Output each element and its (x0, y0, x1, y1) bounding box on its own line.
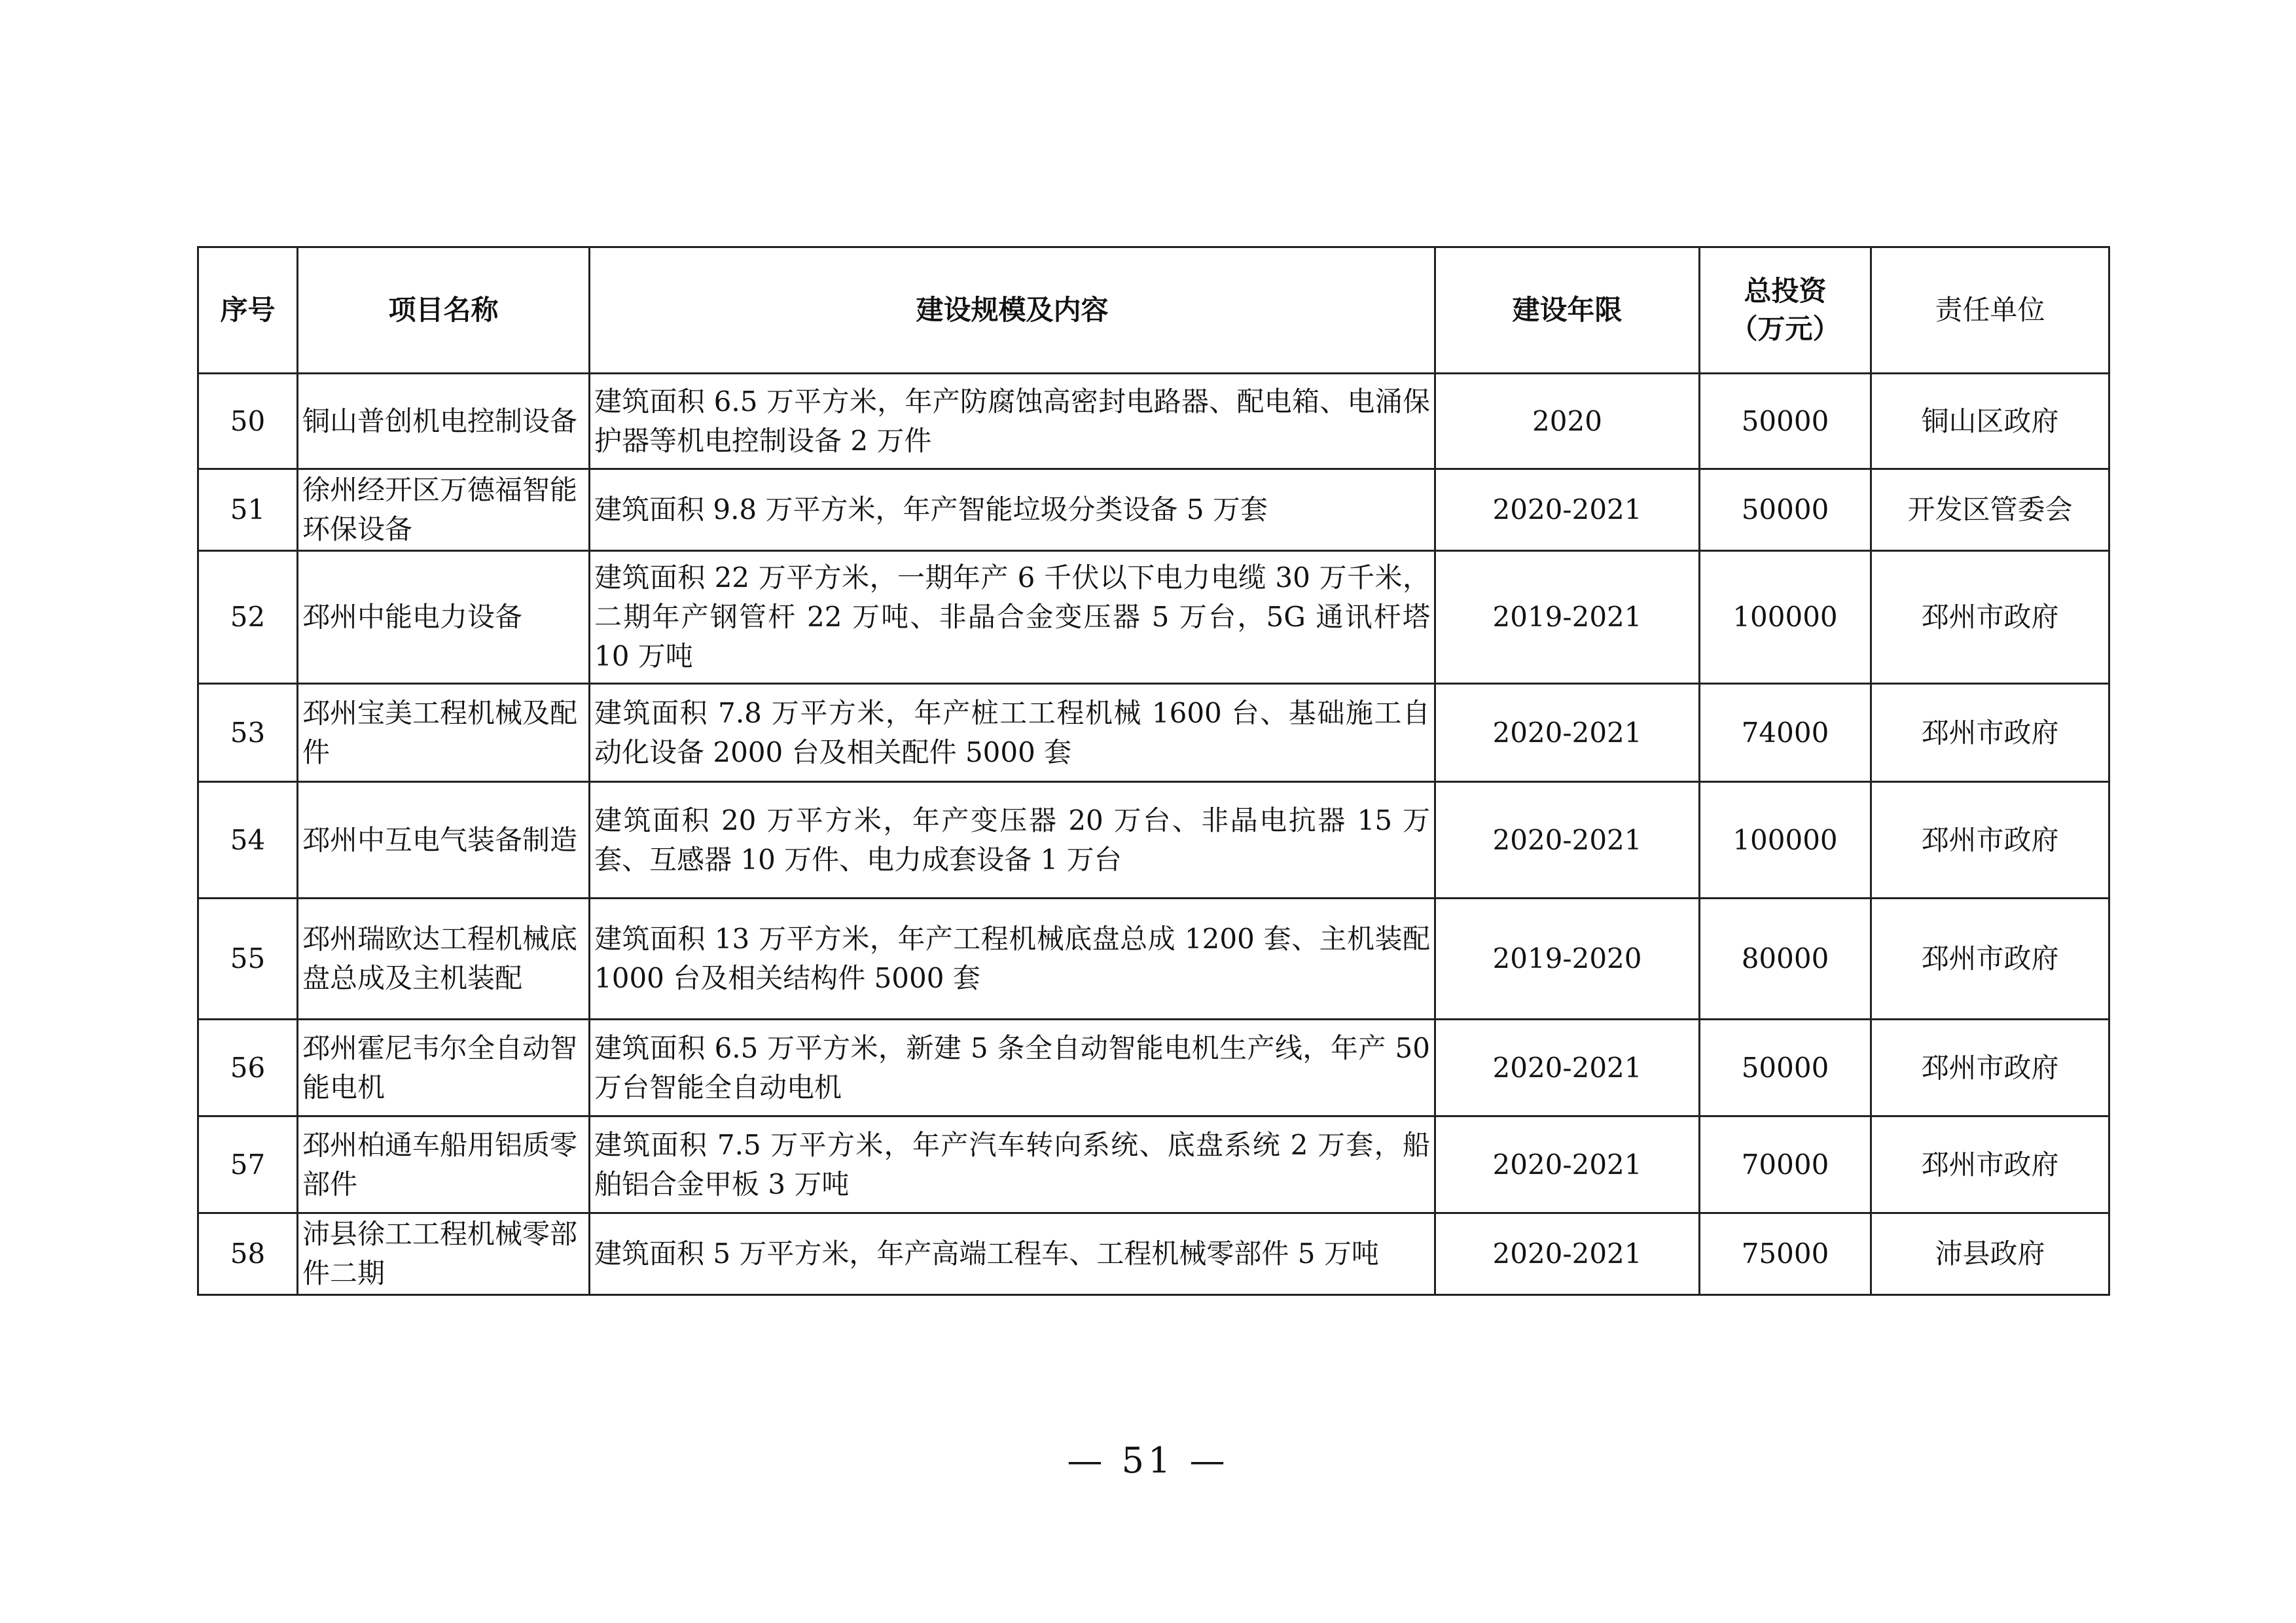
table-row (198, 782, 2109, 899)
table-row (198, 899, 2109, 1020)
row-content: 建筑面积 5 万平方米，年产高端工程车、工程机械零部件 5 万吨 (590, 1213, 1435, 1295)
row-unit: 邳州市政府 (1871, 899, 2109, 1020)
row-name: 铜山普创机电控制设备 (298, 374, 590, 469)
project-table (197, 246, 2110, 1296)
row-period: 2019-2021 (1435, 551, 1700, 684)
table-row (198, 374, 2109, 469)
row-period: 2020-2021 (1435, 1213, 1700, 1295)
row-investment: 100000 (1700, 782, 1871, 899)
row-index: 58 (198, 1213, 298, 1295)
row-content: 建筑面积 20 万平方米，年产变压器 20 万台、非晶电抗器 15 万套、互感器 10 万件、电力成套设备 1 万台 (590, 782, 1435, 899)
row-name: 邳州中能电力设备 (298, 551, 590, 684)
row-content: 建筑面积 6.5 万平方米，年产防腐蚀高密封电路器、配电箱、电涌保护器等机电控制设备 2 万件 (590, 374, 1435, 469)
row-unit: 邳州市政府 (1871, 1116, 2109, 1213)
row-investment: 70000 (1700, 1116, 1871, 1213)
row-period: 2020-2021 (1435, 1020, 1700, 1116)
row-name: 邳州中互电气装备制造 (298, 782, 590, 899)
row-unit: 邳州市政府 (1871, 1020, 2109, 1116)
row-content: 建筑面积 7.5 万平方米，年产汽车转向系统、底盘系统 2 万套，船舶铝合金甲板 3 万吨 (590, 1116, 1435, 1213)
row-content: 建筑面积 13 万平方米，年产工程机械底盘总成 1200 套、主机装配 1000 台及相关结构件 5000 套 (590, 899, 1435, 1020)
header-investment-line2: （万元） (1730, 313, 1840, 345)
row-content: 建筑面积 9.8 万平方米，年产智能垃圾分类设备 5 万套 (590, 469, 1435, 551)
table-row (198, 684, 2109, 782)
header-investment-line1: 总投资 (1744, 275, 1827, 307)
row-index: 50 (198, 374, 298, 469)
row-investment: 100000 (1700, 551, 1871, 684)
header-name: 项目名称 (298, 247, 590, 374)
row-investment: 74000 (1700, 684, 1871, 782)
row-index: 56 (198, 1020, 298, 1116)
table-row (198, 1213, 2109, 1295)
row-period: 2020-2021 (1435, 782, 1700, 899)
row-unit: 邳州市政府 (1871, 684, 2109, 782)
header-content: 建设规模及内容 (590, 247, 1435, 374)
table-row (198, 551, 2109, 684)
row-investment: 80000 (1700, 899, 1871, 1020)
row-investment: 50000 (1700, 374, 1871, 469)
row-name: 徐州经开区万德福智能环保设备 (298, 469, 590, 551)
row-unit: 开发区管委会 (1871, 469, 2109, 551)
table-row (198, 1116, 2109, 1213)
row-index: 57 (198, 1116, 298, 1213)
row-unit: 铜山区政府 (1871, 374, 2109, 469)
row-name: 邳州宝美工程机械及配件 (298, 684, 590, 782)
row-investment: 75000 (1700, 1213, 1871, 1295)
row-index: 55 (198, 899, 298, 1020)
row-investment: 50000 (1700, 1020, 1871, 1116)
row-name: 邳州瑞欧达工程机械底盘总成及主机装配 (298, 899, 590, 1020)
row-unit: 邳州市政府 (1871, 551, 2109, 684)
header-investment (1700, 247, 1871, 374)
row-index: 52 (198, 551, 298, 684)
row-period: 2019-2020 (1435, 899, 1700, 1020)
row-content: 建筑面积 7.8 万平方米，年产桩工工程机械 1600 台、基础施工自动化设备 2000 台及相关配件 5000 套 (590, 684, 1435, 782)
row-index: 53 (198, 684, 298, 782)
header-unit: 责任单位 (1871, 247, 2109, 374)
row-investment: 50000 (1700, 469, 1871, 551)
row-content: 建筑面积 6.5 万平方米，新建 5 条全自动智能电机生产线，年产 50 万台智能全自动电机 (590, 1020, 1435, 1116)
row-unit: 沛县政府 (1871, 1213, 2109, 1295)
row-period: 2020-2021 (1435, 684, 1700, 782)
row-name: 邳州柏通车船用铝质零部件 (298, 1116, 590, 1213)
row-name: 邳州霍尼韦尔全自动智能电机 (298, 1020, 590, 1116)
row-unit: 邳州市政府 (1871, 782, 2109, 899)
header-index: 序号 (198, 247, 298, 374)
header-period: 建设年限 (1435, 247, 1700, 374)
table-row (198, 469, 2109, 551)
row-period: 2020 (1435, 374, 1700, 469)
row-period: 2020-2021 (1435, 469, 1700, 551)
row-content: 建筑面积 22 万平方米，一期年产 6 千伏以下电力电缆 30 万千米，二期年产钢管杆 22 万吨、非晶合金变压器 5 万台，5G 通讯杆塔 10 万吨 (590, 551, 1435, 684)
row-name: 沛县徐工工程机械零部件二期 (298, 1213, 590, 1295)
table-row (198, 1020, 2109, 1116)
row-index: 51 (198, 469, 298, 551)
table-header-row (198, 247, 2109, 374)
page-number: — 51 — (1067, 1440, 1229, 1481)
row-index: 54 (198, 782, 298, 899)
row-period: 2020-2021 (1435, 1116, 1700, 1213)
